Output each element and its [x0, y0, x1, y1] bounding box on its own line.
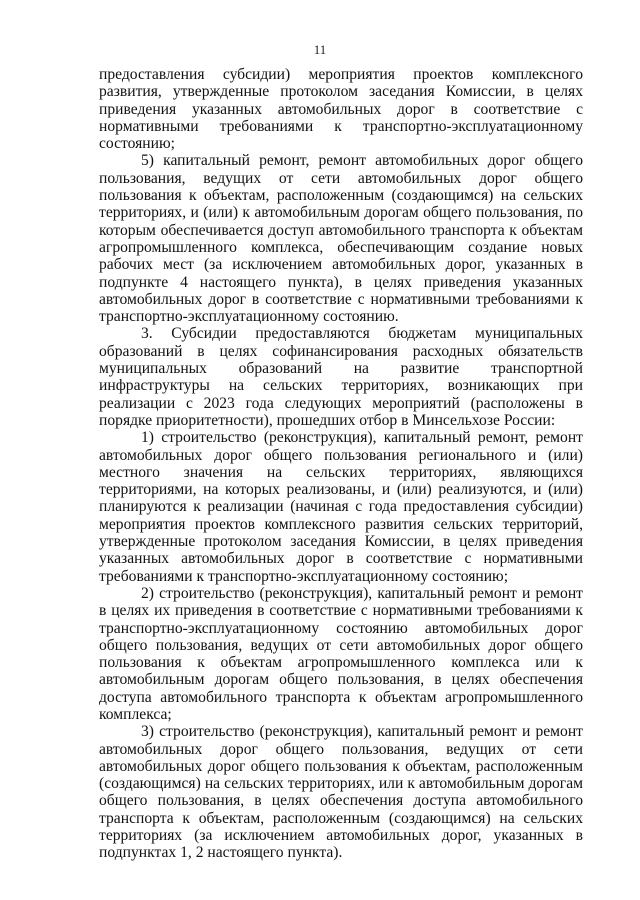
paragraph-item-2: 2) строительство (реконструкция), капитальный ремонт и ремонт в целях их приведения в соответствие с нормативными требованиями к транспортно-эксплуатационному состоянию автомобильных дорог общего пользования, ведущих от сети автомобильных дорог общего пользования к объектам агропромышленного комплекса или к автомобильным дорогам общего пользования, в целях обеспечения доступа автомобильного транспорта к объектам агропромышленного комплекса;: [99, 584, 583, 723]
paragraph-item-1: 1) строительство (реконструкция), капитальный ремонт, ремонт автомобильных дорог общего пользования регионального и (или) местного значения на сельских территориях, являющихся территориями, на которых реализованы, и (или) реализуются, и (или) планируются к реализации (начиная с года предоставления субсидии) мероприятия проектов комплексного развития сельских территорий, утвержденные протоколом заседания Комиссии, в целях приведения указанных автомобильных дорог в соответствие с нормативными требованиями к транспортно-эксплуатационному состоянию;: [99, 429, 583, 585]
page-number: 11: [313, 42, 327, 57]
paragraph-section-3: 3. Субсидии предоставляются бюджетам муниципальных образований в целях софинансирования расходных обязательств муниципальных образований на развитие транспортной инфраструктуры на сельских территориях, возникающих при реализации с 2023 года следующих мероприятий (расположены в порядке приоритетности), прошедших отбор в Минсельхозе России:: [99, 325, 583, 429]
paragraph-continuation: предоставления субсидии) мероприятия проектов комплексного развития, утвержденные протоколом заседания Комиссии, в целях приведения указанных автомобильных дорог в соответствие с нормативными требованиями к транспортно-эксплуатационному состоянию;: [99, 66, 583, 153]
document-body: [99, 66, 583, 862]
paragraph-item-3: 3) строительство (реконструкция), капитальный ремонт и ремонт автомобильных дорог общего пользования, ведущих от сети автомобильных дорог общего пользования к объектам, расположенным (создающимся) на сельских территориях, или к автомобильным дорогам общего пользования, в целях обеспечения доступа автомобильного транспорта к объектам, расположенным (создающимся) на сельских территориях (за исключением автомобильных дорог, указанных в подпунктах 1, 2 настоящего пункта).: [99, 723, 583, 862]
paragraph-item-5: 5) капитальный ремонт, ремонт автомобильных дорог общего пользования, ведущих от сети автомобильных дорог общего пользования к объектам, расположенным (создающимся) на сельских территориях, и (или) к автомобильным дорогам общего пользования, по которым обеспечивается доступ автомобильного транспорта к объектам агропромышленного комплекса, обеспечивающим создание новых рабочих мест (за исключением автомобильных дорог, указанных в подпункте 4 настоящего пункта), в целях приведения указанных автомобильных дорог в соответствие с нормативными требованиями к транспортно-эксплуатационному состоянию.: [99, 152, 583, 326]
